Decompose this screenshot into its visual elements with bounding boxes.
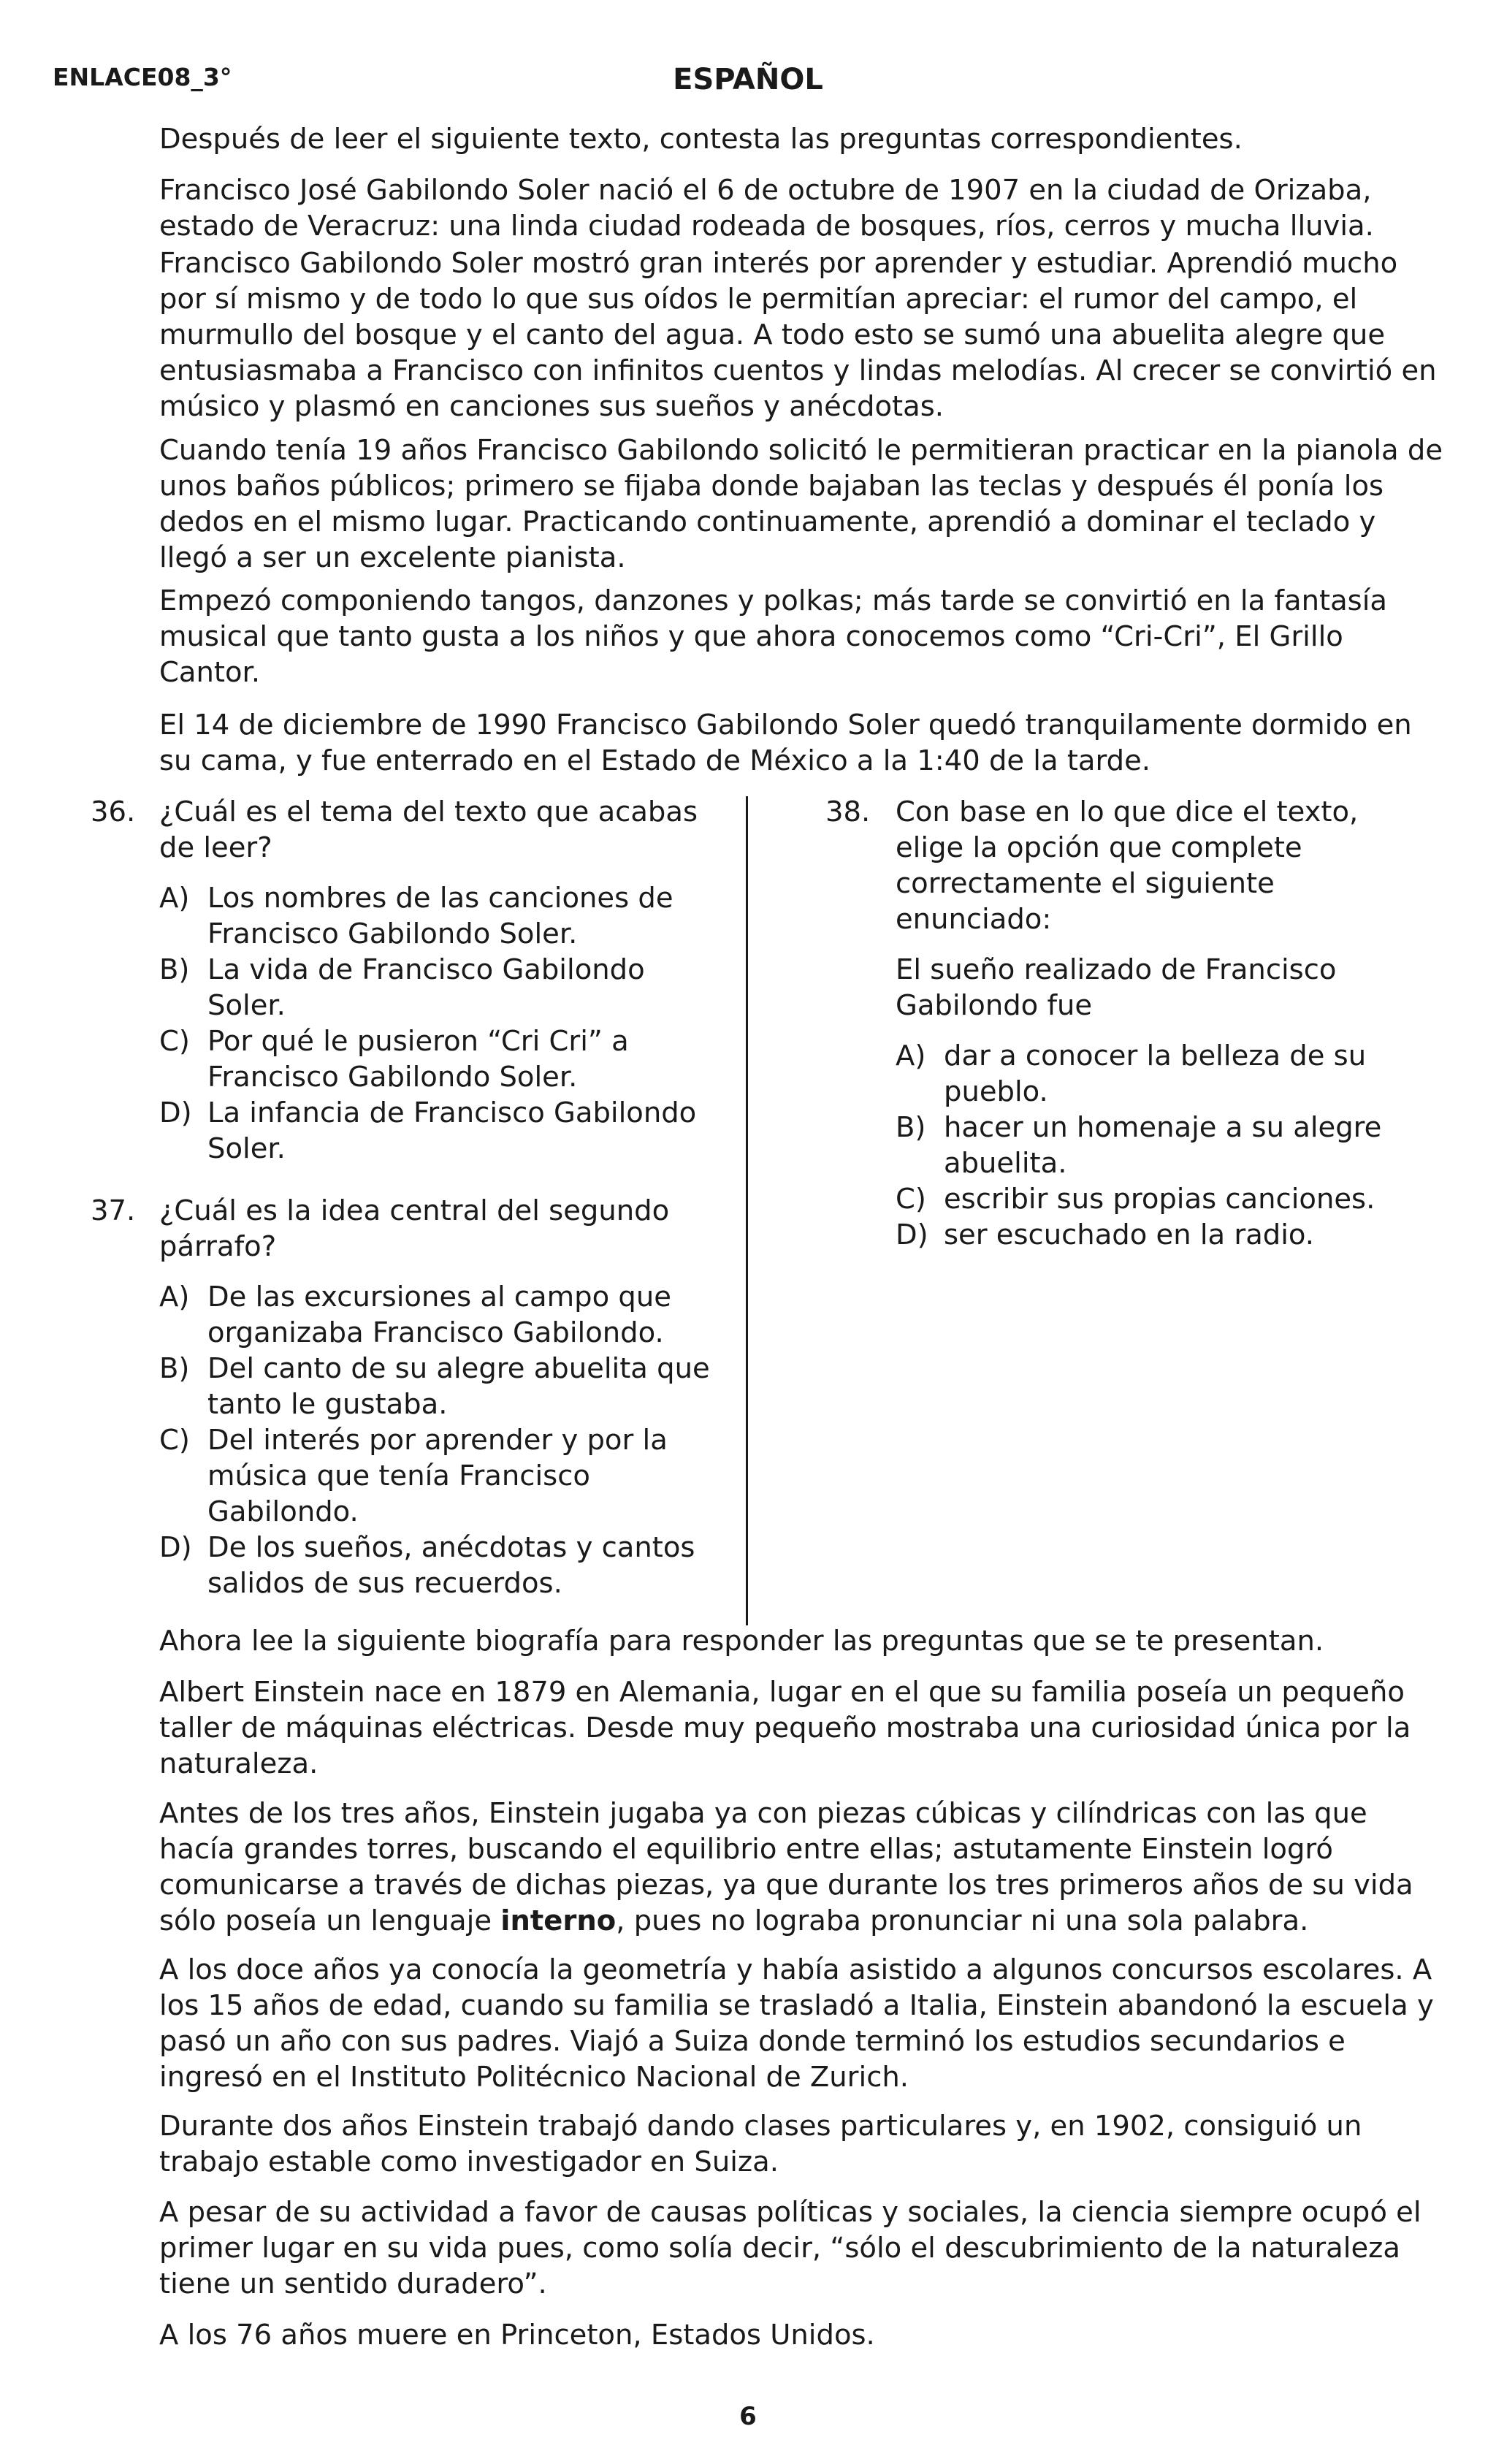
question-36 [91, 794, 719, 1167]
option-text: Por qué le pusieron “Cri Cri” a Francisco Gabilondo Soler. [207, 1025, 629, 1094]
option-letter: C) [159, 1025, 190, 1058]
option-text: De las excursiones al campo que organizaba Francisco Gabilondo. [207, 1281, 671, 1349]
option-letter: B) [159, 1352, 190, 1385]
passage1-paragraph: Cuando tenía 19 años Francisco Gabilondo solicitó le permitieran practicar en la pianola de unos baños públicos; primero se fijaba donde bajaban las teclas y después él ponía los dedos en el mismo lugar. Practicando continuamente, aprendió a dominar el teclado y llegó a ser un excelente pianista. [159, 434, 1443, 574]
question-statement: El sueño realizado de Francisco Gabilondo fue [896, 953, 1337, 1022]
subject-title: ESPAÑOL [673, 63, 823, 96]
column-divider [746, 796, 748, 1625]
question-stem: Con base en lo que dice el texto, elige la opción que complete correctamente el siguiente enunciado: [896, 796, 1359, 936]
passage1-paragraph: El 14 de diciembre de 1990 Francisco Gabilondo Soler quedó tranquilamente dormido en su cama, y fue enterrado en el Estado de México a la 1:40 de la tarde. [159, 709, 1412, 777]
paragraph-text: Antes de los tres años, Einstein jugaba ya con piezas cúbicas y cilíndricas con las que hacía grandes torres, buscando el equilibrio entre ellas; astutamente Einstein logró comunicarse a través de dichas piezas, ya que durante los tres primeros años de su vida sólo poseía un lenguaje [159, 1797, 1413, 1937]
option-a[interactable] [896, 1038, 1439, 1110]
option-text: ser escuchado en la radio. [944, 1218, 1315, 1251]
option-letter: D) [896, 1218, 928, 1251]
question-38 [825, 794, 1439, 1253]
option-text: Los nombres de las canciones de Francisco Gabilondo Soler. [207, 882, 673, 950]
options-list [159, 880, 719, 1167]
question-number: 36. [91, 796, 136, 828]
option-text: De los sueños, anécdotas y cantos salidos de sus recuerdos. [207, 1531, 695, 1600]
option-c[interactable] [159, 1023, 719, 1095]
passage1-paragraph: Empezó componiendo tangos, danzones y polkas; más tarde se convirtió en la fantasía musical que tanto gusta a los niños y que ahora conocemos como “Cri-Cri”, El Grillo Cantor. [159, 584, 1388, 689]
passage2-paragraph: A los 76 años muere en Princeton, Estados Unidos. [159, 2319, 875, 2352]
question-37 [91, 1193, 719, 1601]
option-letter: A) [159, 882, 190, 915]
option-text: escribir sus propias canciones. [944, 1183, 1375, 1216]
question-stem: ¿Cuál es la idea central del segundo párrafo? [159, 1194, 670, 1263]
option-text: La vida de Francisco Gabilondo Soler. [207, 953, 645, 1022]
option-letter: A) [159, 1281, 190, 1313]
option-text: dar a conocer la belleza de su pueblo. [944, 1040, 1367, 1108]
passage2-paragraph: Albert Einstein nace en 1879 en Alemania, lugar en el que su familia poseía un pequeño taller de máquinas eléctricas. Desde muy pequeño mostraba una curiosidad única por la naturaleza. [159, 1676, 1411, 1780]
option-a[interactable] [159, 1279, 719, 1351]
passage1-paragraph: Francisco Gabilondo Soler mostró gran interés por aprender y estudiar. Aprendió mucho por sí mismo y de todo lo que sus oídos le permitían apreciar: el rumor del campo, el murmullo del bosque y el canto del agua. A todo esto se sumó una abuelita alegre que entusiasmaba a Francisco con infinitos cuentos y lindas melodías. Al crecer se convirtió en músico y plasmó en canciones sus sueños y anécdotas. [159, 247, 1437, 423]
option-text: Del canto de su alegre abuelita que tanto le gustaba. [207, 1352, 710, 1421]
option-letter: D) [159, 1531, 192, 1564]
option-letter: B) [896, 1111, 926, 1144]
option-b[interactable] [159, 952, 719, 1023]
page-number: 6 [739, 2402, 757, 2431]
passage2-paragraph: Durante dos años Einstein trabajó dando clases particulares y, en 1902, consiguió un trabajo estable como investigador en Suiza. [159, 2110, 1362, 2178]
option-text: hacer un homenaje a su alegre abuelita. [944, 1111, 1382, 1180]
option-letter: A) [896, 1040, 926, 1072]
passage2-instruction: Ahora lee la siguiente biografía para responder las preguntas que se te presentan. [159, 1625, 1324, 1658]
option-letter: D) [159, 1096, 192, 1129]
option-text: La infancia de Francisco Gabilondo Soler. [207, 1096, 697, 1165]
exam-code: ENLACE08_3° [53, 63, 232, 91]
option-text: Del interés por aprender y por la música que tenía Francisco Gabilondo. [207, 1424, 668, 1528]
passage2-paragraph [159, 1796, 1446, 1939]
passage1-instruction: Después de leer el siguiente texto, contesta las preguntas correspondientes. [159, 123, 1243, 156]
options-list [896, 1038, 1439, 1253]
option-d[interactable] [159, 1530, 719, 1601]
option-c[interactable] [159, 1422, 719, 1530]
option-letter: C) [159, 1424, 190, 1457]
paragraph-text: , pues no lograba pronunciar ni una sola palabra. [616, 1904, 1309, 1937]
option-b[interactable] [896, 1110, 1439, 1181]
option-a[interactable] [159, 880, 719, 952]
passage2-paragraph: A los doce años ya conocía la geometría y había asistido a algunos concursos escolares. A los 15 años de edad, cuando su familia se trasladó a Italia, Einstein abandonó la escuela y pasó un año con sus padres. Viajó a Suiza donde terminó los estudios secundarios e ingresó en el Instituto Politécnico Nacional de Zurich. [159, 1953, 1434, 2094]
emphasized-word: interno [500, 1904, 617, 1937]
question-stem: ¿Cuál es el tema del texto que acabas de leer? [159, 796, 698, 864]
option-d[interactable] [159, 1095, 719, 1167]
question-number: 37. [91, 1194, 136, 1227]
option-letter: C) [896, 1183, 926, 1216]
option-b[interactable] [159, 1351, 719, 1422]
option-letter: B) [159, 953, 190, 986]
option-c[interactable] [896, 1181, 1439, 1217]
option-d[interactable] [896, 1217, 1439, 1253]
passage1-paragraph: Francisco José Gabilondo Soler nació el 6 de octubre de 1907 en la ciudad de Orizaba, estado de Veracruz: una linda ciudad rodeada de bosques, ríos, cerros y mucha lluvia. [159, 174, 1374, 243]
passage2-paragraph: A pesar de su actividad a favor de causas políticas y sociales, la ciencia siempre ocupó el primer lugar en su vida pues, como solía decir, “sólo el descubrimiento de la naturaleza tiene un sentido duradero”. [159, 2196, 1421, 2300]
options-list [159, 1279, 719, 1601]
question-number: 38. [825, 796, 871, 828]
